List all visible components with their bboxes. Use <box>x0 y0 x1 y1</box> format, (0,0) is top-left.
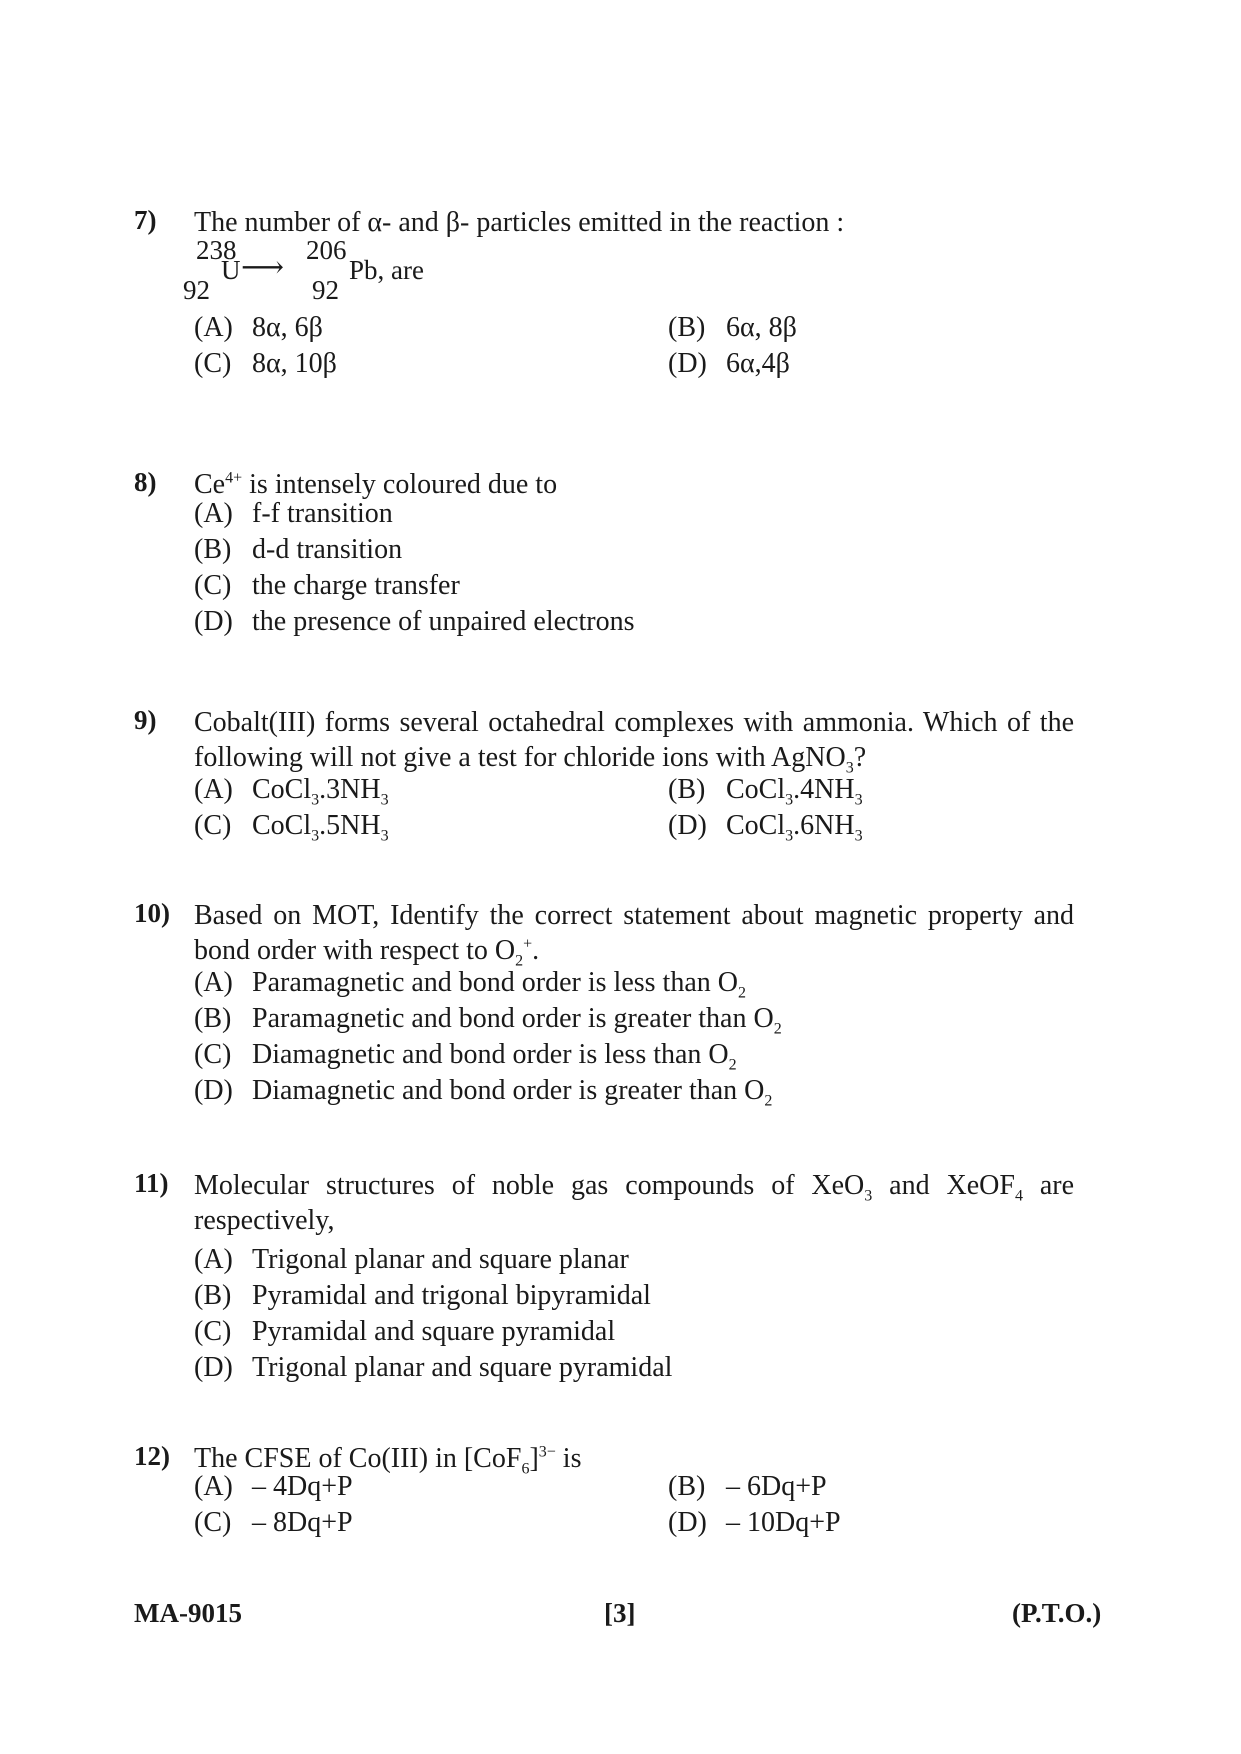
option-a: (A) f-f transition <box>194 498 393 529</box>
pb-symbol: Pb, are <box>349 255 424 285</box>
option-d: (D) $CoCl_3.6NH_3$ <box>668 810 863 845</box>
option-c: (C) the charge transfer <box>194 570 460 601</box>
question-text: The CFSE of Co(III) in $[CoF_6]^{3-}$ is <box>194 1443 582 1478</box>
option-b: (B) – 6Dq+P <box>668 1471 827 1502</box>
option-d: (D) – 10Dq+P <box>668 1507 841 1538</box>
reaction-arrow: ⟶ <box>241 251 285 284</box>
option-c: (C) $CoCl_3.5NH_3$ <box>194 810 389 845</box>
option-a: (A) Paramagnetic and bond order is less than $O_2$ <box>194 967 746 1002</box>
option-b: (B) Paramagnetic and bond order is greater than $O_2$ <box>194 1003 782 1038</box>
option-d: (D) the presence of unpaired electrons <box>194 606 635 637</box>
u-symbol: U <box>221 255 241 285</box>
u-mass-number: 238 <box>196 235 237 265</box>
option-d: (D) Diamagnetic and bond order is greater than $O_2$ <box>194 1075 773 1110</box>
pb-atomic-number: 92 <box>312 275 339 305</box>
option-b: (B) d-d transition <box>194 534 403 565</box>
question-text: Based on MOT, Identify the correct statement about magnetic property and bond order with respect to $O_2^+$. <box>194 900 1074 970</box>
question-number: 9) <box>134 705 157 735</box>
question-text: Molecular structures of noble gas compounds of XeO$_3$ and XeOF$_4$ are respectively, <box>194 1170 1075 1236</box>
pb-mass-number: 206 <box>306 235 347 265</box>
u-atomic-number: 92 <box>183 275 210 305</box>
question-text: $Ce^{4+}$ is intensely coloured due to <box>194 469 558 500</box>
option-a: (A) $CoCl_3.3NH_3$ <box>194 774 389 809</box>
option-c: (C) 8α, 10β <box>194 348 337 379</box>
question-number: 12) <box>134 1441 170 1471</box>
pto-note: (P.T.O.) <box>1012 1598 1102 1628</box>
option-b: (B) Pyramidal and trigonal bipyramidal <box>194 1280 651 1311</box>
question-number: 10) <box>134 898 170 928</box>
option-d: (D) Trigonal planar and square pyramidal <box>194 1352 673 1383</box>
option-a: (A) Trigonal planar and square planar <box>194 1244 629 1275</box>
option-c: (C) Diamagnetic and bond order is less than $O_2$ <box>194 1039 737 1074</box>
option-d: (D) 6α,4β <box>668 348 790 379</box>
question-number: 7) <box>134 205 157 235</box>
option-c: (C) – 8Dq+P <box>194 1507 353 1538</box>
paper-code: MA-9015 <box>134 1598 242 1628</box>
question-number: 8) <box>134 467 157 497</box>
option-b: (B) $CoCl_3.4NH_3$ <box>668 774 863 809</box>
question-text: Cobalt(III) forms several octahedral complexes with ammonia. Which of the following will not give a test for chloride ions with AgNO$_3$? <box>194 707 1074 777</box>
option-c: (C) Pyramidal and square pyramidal <box>194 1316 616 1347</box>
option-a: (A) 8α, 6β <box>194 312 323 343</box>
question-number: 11) <box>134 1168 169 1198</box>
question-text: The number of α- and β- particles emitted in the reaction : <box>194 207 845 238</box>
page-number: [3] <box>604 1598 636 1628</box>
option-b: (B) 6α, 8β <box>668 312 797 343</box>
option-a: (A) – 4Dq+P <box>194 1471 353 1502</box>
